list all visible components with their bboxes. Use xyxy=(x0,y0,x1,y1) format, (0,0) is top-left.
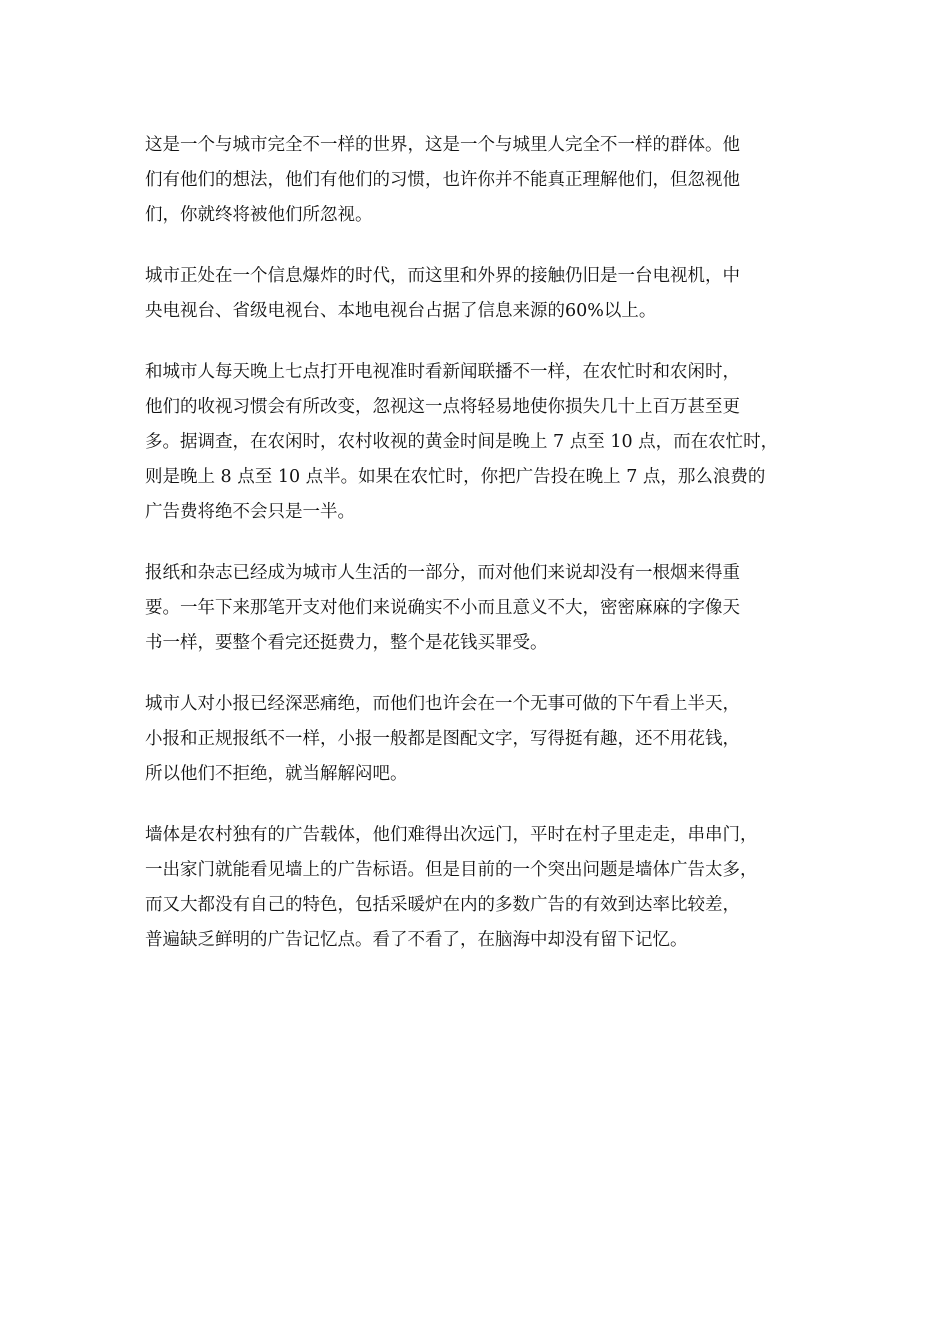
text-line: 要。一年下来那笔开支对他们来说确实不小而且意义不大，密密麻麻的字像天 xyxy=(145,598,740,618)
text-line: 城市人对小报已经深恶痛绝，而他们也许会在一个无事可做的下午看上半天， xyxy=(145,694,740,714)
text-line: 多。据调查，在农闲时，农村收视的黄金时间是晚上 7 点至 10 点，而在农忙时， xyxy=(145,432,779,452)
text-line: 墙体是农村独有的广告载体，他们难得出次远门，平时在村子里走走，串串门， xyxy=(145,825,758,845)
text-line: 而又大都没有自己的特色，包括采暖炉在内的多数广告的有效到达率比较差， xyxy=(145,895,740,915)
text-line: 和城市人每天晚上七点打开电视准时看新闻联播不一样，在农忙时和农闲时， xyxy=(145,362,740,382)
paragraph-6 xyxy=(145,818,810,958)
paragraph-4 xyxy=(145,556,810,661)
text-line: 广告费将绝不会只是一半。 xyxy=(145,502,355,522)
text-line: 报纸和杂志已经成为城市人生活的一部分，而对他们来说却没有一根烟来得重 xyxy=(145,563,740,583)
paragraph-1 xyxy=(145,128,810,233)
text-line: 们，你就终将被他们所忽视。 xyxy=(145,205,373,225)
text-line: 们有他们的想法，他们有他们的习惯，也许你并不能真正理解他们，但忽视他 xyxy=(145,170,740,190)
text-line: 一出家门就能看见墙上的广告标语。但是目前的一个突出问题是墙体广告太多， xyxy=(145,860,758,880)
paragraph-2 xyxy=(145,259,810,329)
text-line: 书一样，要整个看完还挺费力，整个是花钱买罪受。 xyxy=(145,633,548,653)
paragraph-3 xyxy=(145,355,810,530)
text-line: 他们的收视习惯会有所改变，忽视这一点将轻易地使你损失几十上百万甚至更 xyxy=(145,397,740,417)
paragraph-5 xyxy=(145,687,810,792)
document-body xyxy=(145,128,810,984)
text-line: 城市正处在一个信息爆炸的时代，而这里和外界的接触仍旧是一台电视机，中 xyxy=(145,266,740,286)
text-line: 普遍缺乏鲜明的广告记忆点。看了不看了，在脑海中却没有留下记忆。 xyxy=(145,930,688,950)
text-line: 则是晚上 8 点至 10 点半。如果在农忙时，你把广告投在晚上 7 点，那么浪费的 xyxy=(145,467,766,487)
text-line: 央电视台、省级电视台、本地电视台占据了信息来源的60%以上。 xyxy=(145,301,657,321)
text-line: 这是一个与城市完全不一样的世界，这是一个与城里人完全不一样的群体。他 xyxy=(145,135,740,155)
text-line: 所以他们不拒绝，就当解解闷吧。 xyxy=(145,764,408,784)
text-line: 小报和正规报纸不一样，小报一般都是图配文字，写得挺有趣，还不用花钱， xyxy=(145,729,740,749)
